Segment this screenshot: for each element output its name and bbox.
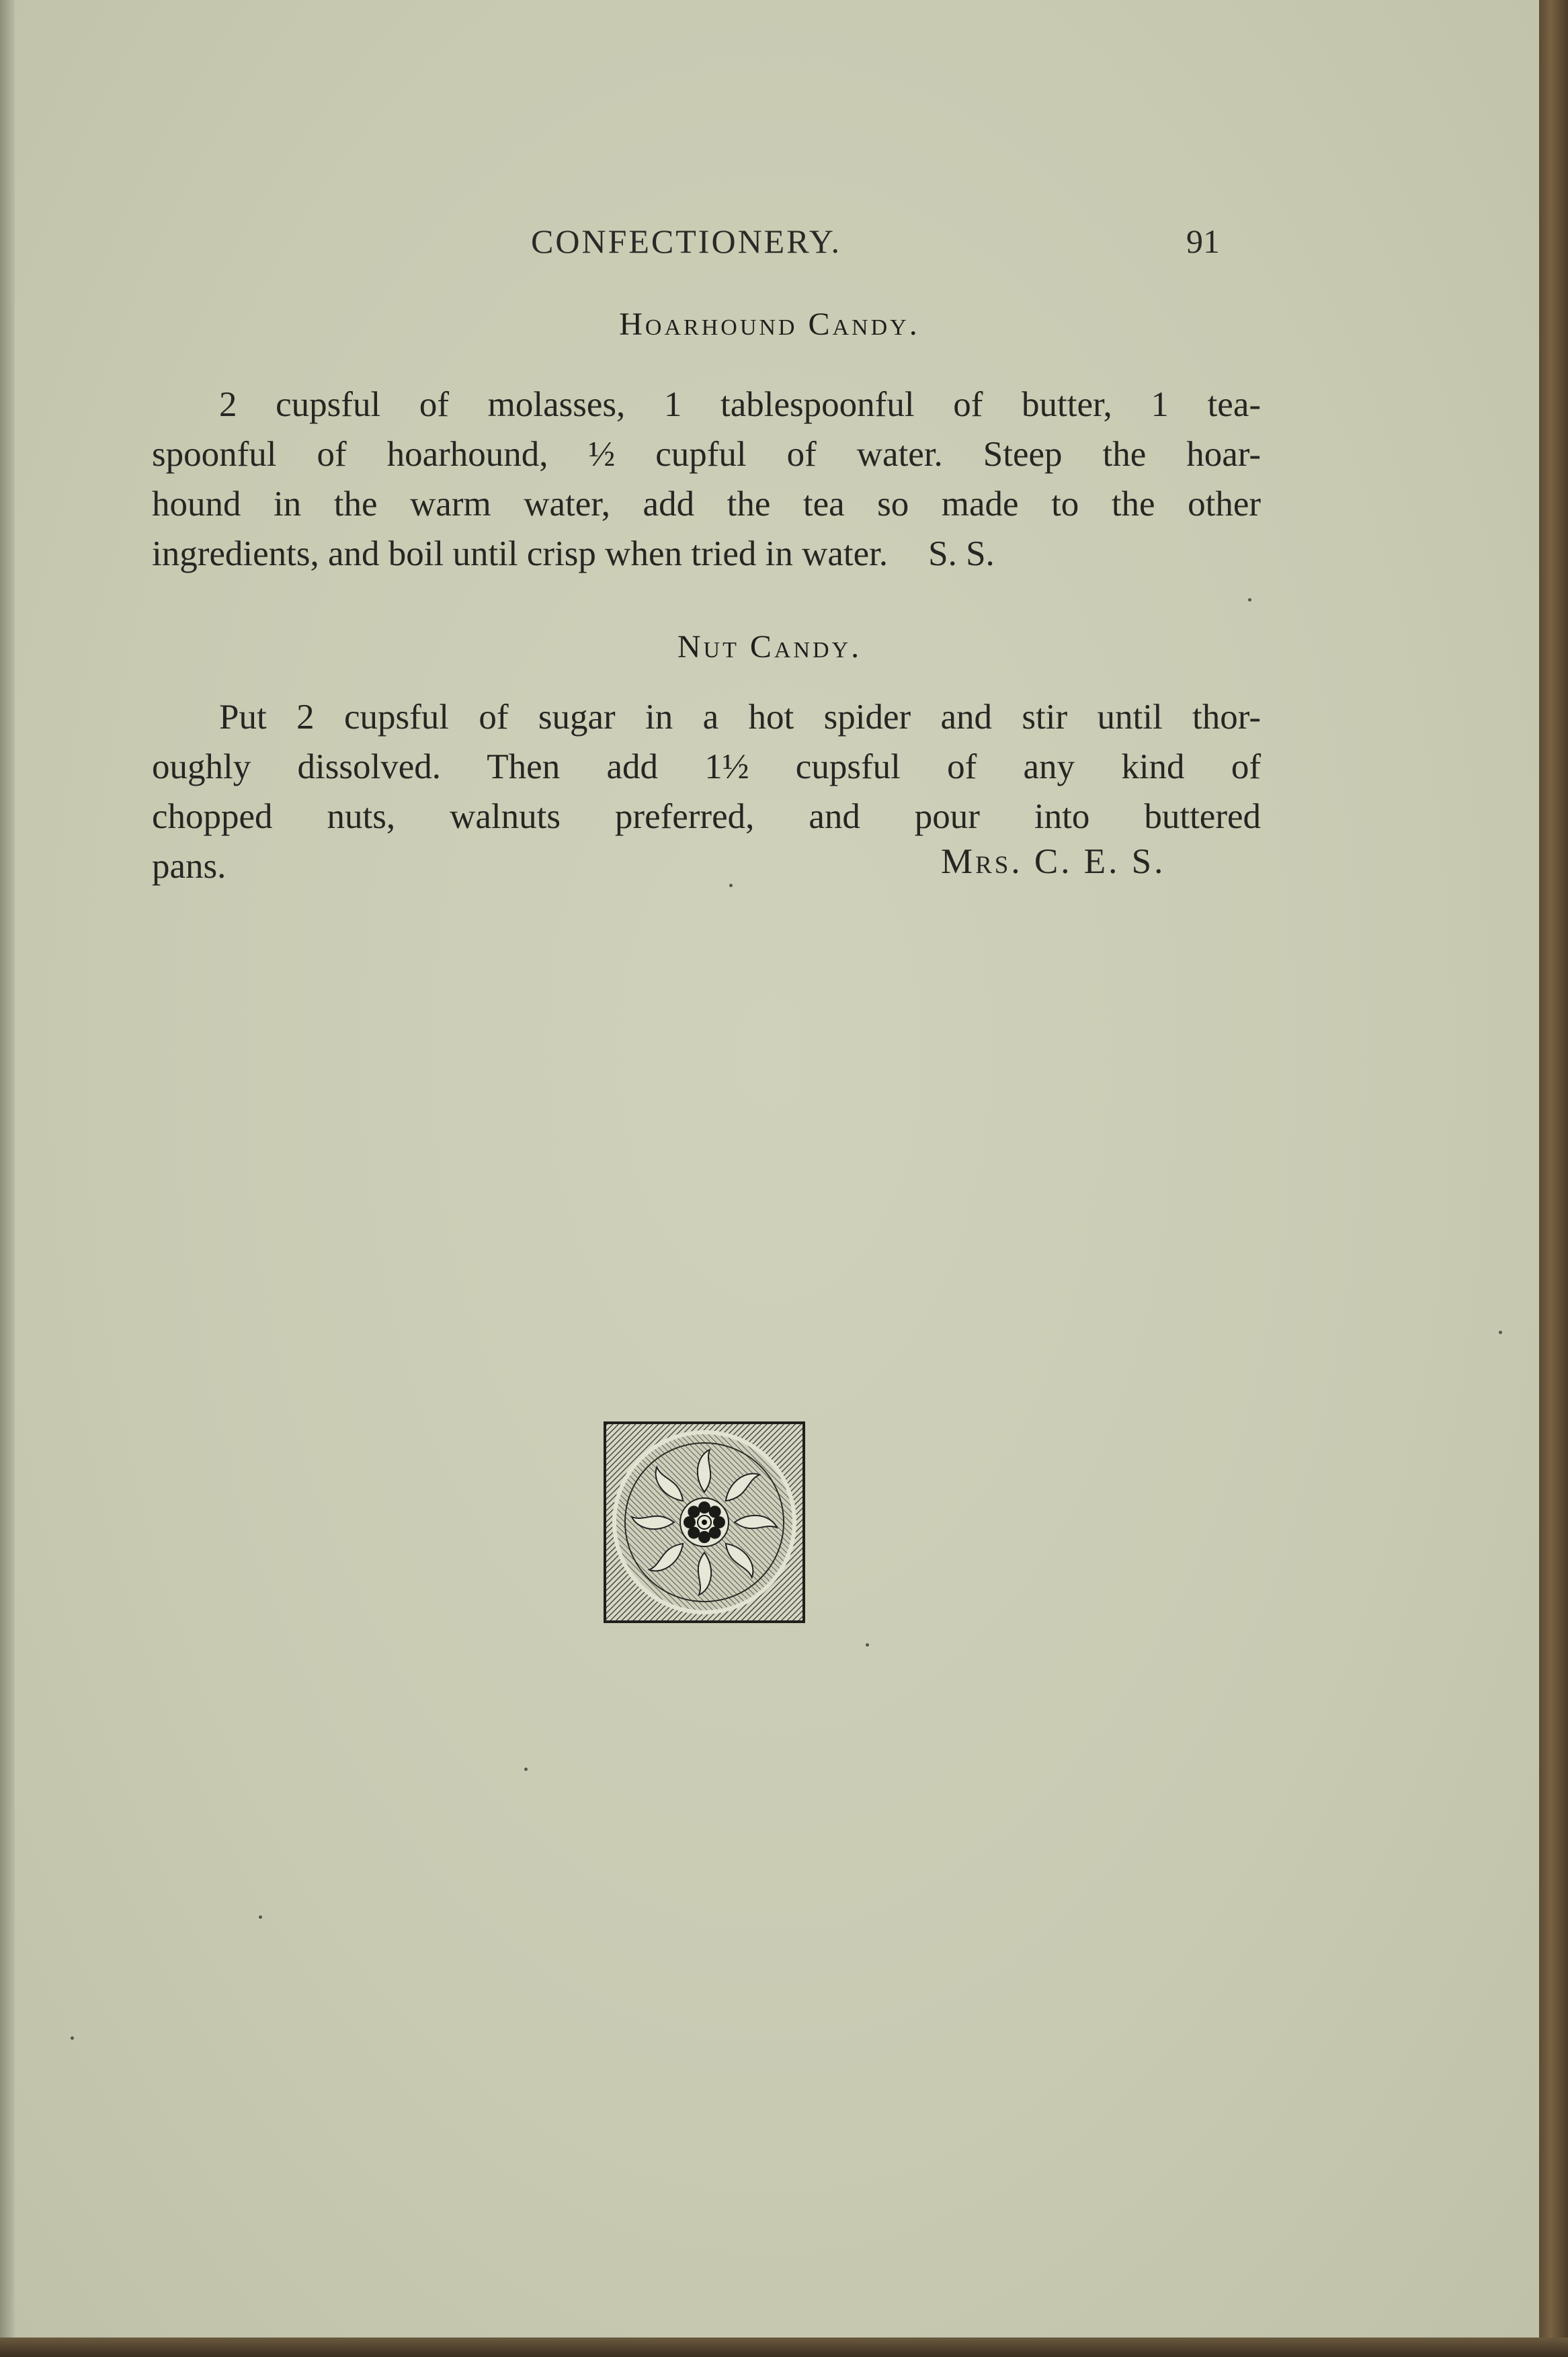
paper-speck — [71, 2036, 74, 2040]
recipe-signature: S. S. — [928, 534, 995, 573]
paper-speck — [729, 884, 733, 887]
paper-speck — [866, 1643, 869, 1647]
recipe-title-hoarhound-candy: Hoarhound Candy. — [619, 306, 920, 342]
page-gutter-shadow — [0, 0, 15, 2338]
recipe-title-nut-candy: Nut Candy. — [677, 629, 862, 665]
recipe-line: oughly dissolved. Then add 1½ cupsful of any kind of — [152, 747, 1261, 786]
recipe-body-hoarhound-candy — [152, 380, 1261, 579]
paper-speck — [259, 1915, 262, 1919]
recipe-line: 2 cupsful of molasses, 1 tablespoonful of butter, 1 tea- — [219, 385, 1261, 424]
recipe-line-last — [152, 529, 1261, 579]
page-number: 91 — [1186, 222, 1220, 260]
recipe-line-last: pans. — [152, 847, 226, 886]
recipe-line: hound in the warm water, add the tea so made to the other — [152, 485, 1261, 524]
running-head-title: CONFECTIONERY. — [531, 222, 841, 260]
recipe-signature: Mrs. C. E. S. — [941, 842, 1166, 881]
paper-speck — [524, 1768, 528, 1771]
book-edge-bottom — [0, 2338, 1568, 2357]
book-edge-right — [1539, 0, 1568, 2357]
recipe-line: chopped nuts, walnuts preferred, and pour into buttered — [152, 797, 1261, 836]
floral-rosette-icon — [604, 1421, 805, 1623]
paper-speck — [1248, 598, 1251, 602]
recipe-line: spoonful of hoarhound, ½ cupful of water. Steep the hoar- — [152, 435, 1261, 474]
recipe-line: Put 2 cupsful of sugar in a hot spider and stir until thor- — [219, 698, 1261, 737]
paper-speck — [1499, 1331, 1502, 1334]
recipe-line-text: ingredients, and boil until crisp when tried in water. — [152, 534, 889, 573]
